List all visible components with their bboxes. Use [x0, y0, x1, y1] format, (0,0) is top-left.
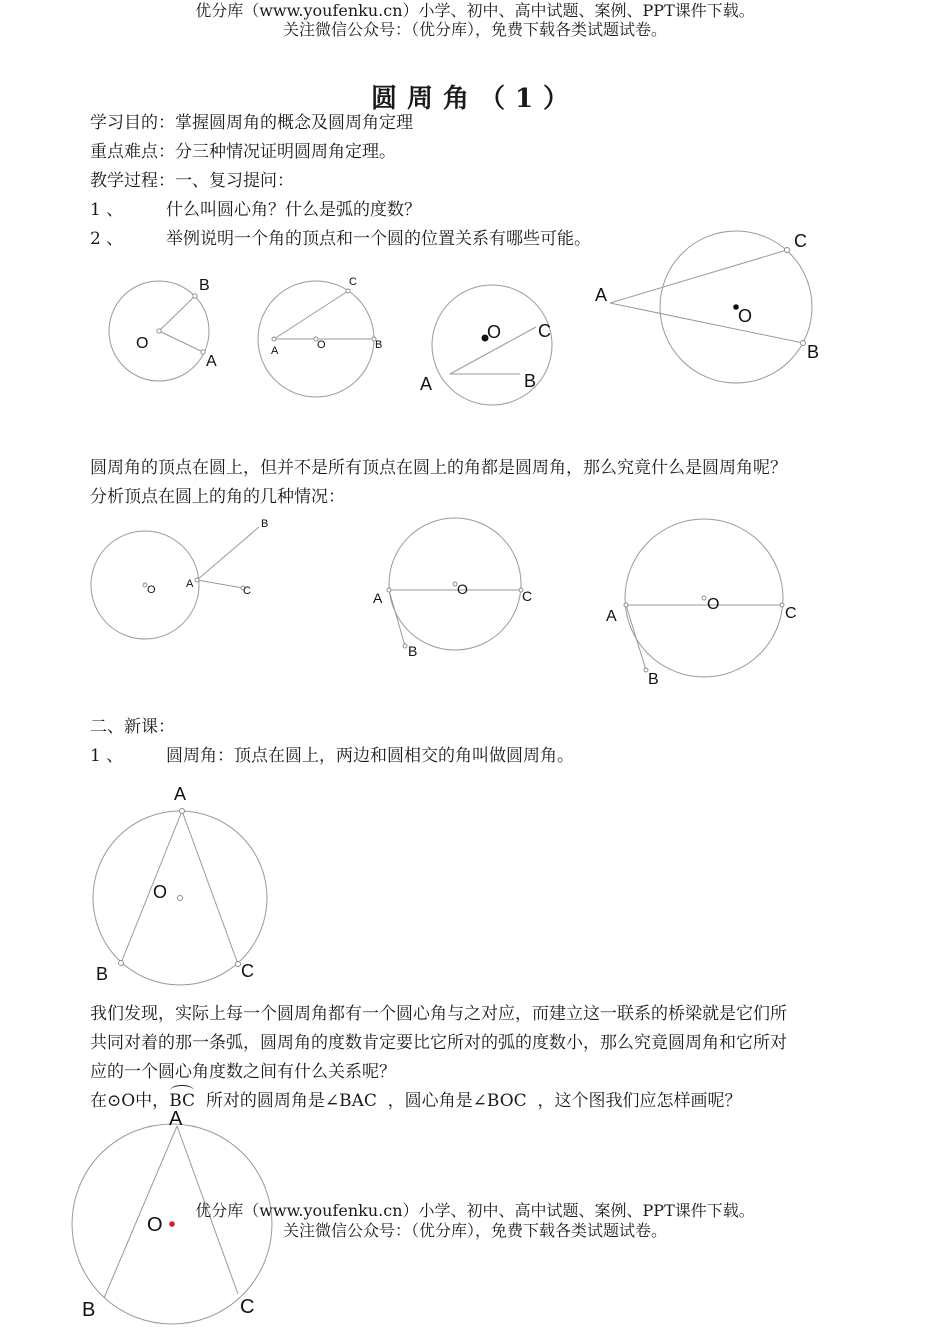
label-c: C	[785, 605, 797, 622]
figure-angle-case-1	[91, 518, 268, 639]
point-c	[785, 248, 790, 253]
point-c	[346, 289, 350, 293]
label-c: C	[243, 585, 251, 597]
point-c	[236, 962, 241, 967]
point-c	[780, 603, 784, 607]
definition-text: 圆周角：顶点在圆上，两边和圆相交的角叫做圆周角。	[166, 746, 574, 766]
figure-inscribed-chords	[420, 285, 552, 405]
label-a: A	[206, 353, 217, 370]
point-a	[272, 337, 276, 341]
label-o: O	[136, 335, 149, 352]
point-b	[403, 644, 407, 648]
segment-ac	[197, 580, 243, 588]
label-b: B	[96, 964, 109, 984]
label-c: C	[794, 231, 807, 251]
review-item-text: 什么叫圆心角？什么是弧的度数？	[166, 200, 421, 220]
segment-ab	[121, 811, 182, 963]
figure-inscribed-diameter	[258, 276, 382, 397]
header-line-1: 优分库（www.youfenku.cn）小学、初中、高中试题、案例、PPT课件下载。	[195, 1, 755, 20]
label-b: B	[261, 518, 269, 530]
center-point	[157, 329, 161, 333]
label-o: O	[707, 596, 720, 613]
intro-line-2: 分析顶点在圆上的角的几种情况：	[90, 487, 345, 507]
point-b	[119, 961, 124, 966]
segment-ac	[182, 811, 238, 964]
label-c: C	[522, 588, 533, 604]
label-a: A	[595, 285, 608, 305]
figure-inscribed-angle-definition	[93, 784, 267, 985]
difficulty-text: 重点难点：分三种情况证明圆周角定理。	[90, 142, 396, 162]
label-c: C	[349, 276, 357, 288]
point-a	[387, 588, 391, 592]
label-a: A	[174, 784, 187, 804]
center-point	[178, 896, 183, 901]
label-o: O	[738, 306, 753, 326]
figure-angle-case-3	[606, 519, 797, 688]
label-b: B	[408, 643, 418, 659]
label-b: B	[82, 1299, 96, 1321]
segment-ac	[274, 291, 348, 339]
objective-text: 学习目的：掌握圆周角的概念及圆周角定理	[90, 113, 413, 133]
label-a: A	[169, 1108, 183, 1130]
question-suffix: ，这个图我们应怎样画呢？	[537, 1091, 742, 1111]
figure-angle-case-2	[373, 518, 532, 659]
new-lesson-heading: 二、新课：	[90, 717, 175, 737]
label-o: O	[317, 339, 326, 351]
question-angle-boc: ，圆心角是∠BOC	[387, 1091, 527, 1111]
arc-bc-symbol: BC	[169, 1091, 196, 1111]
label-a: A	[373, 590, 383, 606]
label-a: A	[606, 608, 617, 625]
segment-ac	[610, 250, 787, 303]
process-heading: 教学过程：一、复习提问：	[90, 171, 294, 191]
point-a	[624, 603, 628, 607]
review-item-number: 1 、	[90, 200, 124, 220]
label-o: O	[457, 581, 468, 597]
label-o: O	[487, 322, 502, 342]
label-b: B	[807, 342, 820, 362]
page-title: 圆周角（1）	[370, 84, 580, 114]
label-a: A	[271, 345, 279, 357]
question-angle-bac: 所对的圆周角是∠BAC	[205, 1091, 377, 1111]
segment-ab	[197, 527, 259, 580]
label-c: C	[241, 961, 254, 981]
paragraph-line-1: 我们发现，实际上每一个圆周角都有一个圆心角与之对应，而建立这一联系的桥梁就是它们所	[90, 1004, 787, 1024]
segment-ab	[610, 303, 803, 343]
point-b	[801, 341, 806, 346]
point-a	[201, 350, 205, 354]
point-a	[180, 809, 185, 814]
paragraph-line-2: 共同对着的那一条弧，圆周角的度数肯定要比它所对的弧的度数小，那么究竟圆周角和它所对	[90, 1033, 787, 1053]
definition-number: 1 、	[90, 746, 124, 766]
label-c: C	[538, 321, 551, 341]
segment-oa	[159, 331, 203, 352]
figure-vertex-outside	[595, 231, 819, 383]
footer-line-1: 优分库（www.youfenku.cn）小学、初中、高中试题、案例、PPT课件下载。	[195, 1201, 755, 1220]
footer-line-2: 关注微信公众号：（优分库），免费下载各类试题试卷。	[282, 1221, 667, 1240]
center-point	[702, 596, 706, 600]
header-line-2: 关注微信公众号：（优分库），免费下载各类试题试卷。	[282, 20, 667, 39]
label-a: A	[420, 374, 433, 394]
review-item-text: 举例说明一个角的顶点和一个圆的位置关系有哪些可能。	[166, 229, 591, 249]
segment-ab	[626, 605, 646, 670]
intro-line-1: 圆周角的顶点在圆上，但并不是所有顶点在圆上的角都是圆周角，那么究竟什么是圆周角呢？	[90, 458, 787, 478]
label-c: C	[240, 1296, 255, 1318]
label-o: O	[147, 1214, 163, 1236]
segment-ab	[389, 590, 405, 646]
label-b: B	[648, 671, 659, 688]
point-b	[193, 294, 197, 298]
figure-central-angle	[109, 277, 217, 381]
label-b: B	[524, 371, 537, 391]
segment-ob	[159, 296, 195, 331]
review-item-number: 2 、	[90, 229, 124, 249]
label-b: B	[199, 277, 210, 294]
question-prefix: 在⊙O中，	[90, 1091, 170, 1111]
label-a: A	[186, 578, 194, 590]
label-o: O	[147, 584, 156, 596]
label-b: B	[375, 339, 383, 351]
point-a	[195, 578, 199, 582]
paragraph-line-3: 应的一个圆心角度数之间有什么关系呢？	[90, 1062, 396, 1082]
label-o: O	[153, 882, 168, 902]
